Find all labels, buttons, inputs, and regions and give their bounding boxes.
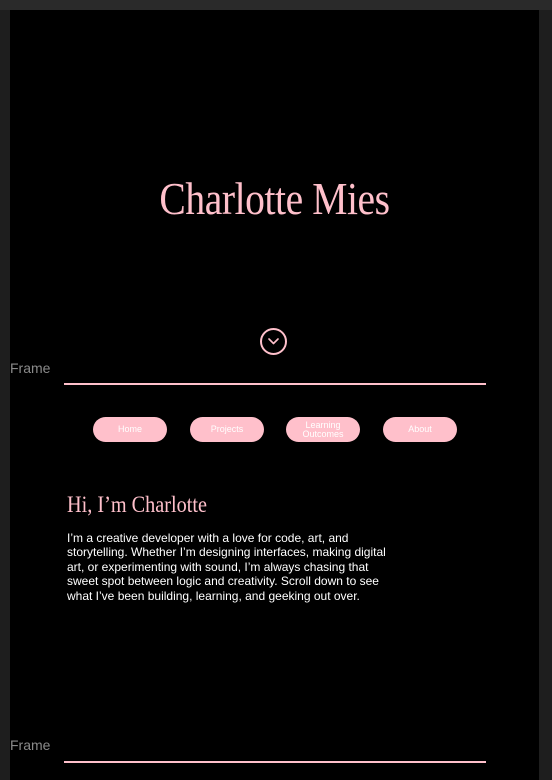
section-divider <box>64 383 486 385</box>
frame-label[interactable]: Frame <box>10 737 51 753</box>
section-divider <box>64 761 486 763</box>
nav-about-button[interactable]: About <box>383 417 457 442</box>
intro-paragraph: I’m a creative developer with a love for code, art, and storytelling. Whether I’m designing interfaces, making digital art, or experimenting with sound, I’m always chasing that sweet spot between logic and creativity. Scroll down to see what I’ve been building, learning, and geeking out over. <box>67 531 386 603</box>
page-frame <box>10 10 539 780</box>
canvas-top-band <box>0 0 552 10</box>
hero-title: Charlotte Mies <box>159 173 390 224</box>
nav-home-button[interactable]: Home <box>93 417 167 442</box>
chevron-down-icon <box>268 338 279 345</box>
frame-label[interactable]: Frame <box>10 360 51 376</box>
scroll-down-button[interactable] <box>260 328 287 355</box>
nav-learning-outcomes-button[interactable]: Learning Outcomes <box>286 417 360 442</box>
intro-heading: Hi, I’m Charlotte <box>67 492 207 517</box>
nav-projects-button[interactable]: Projects <box>190 417 264 442</box>
